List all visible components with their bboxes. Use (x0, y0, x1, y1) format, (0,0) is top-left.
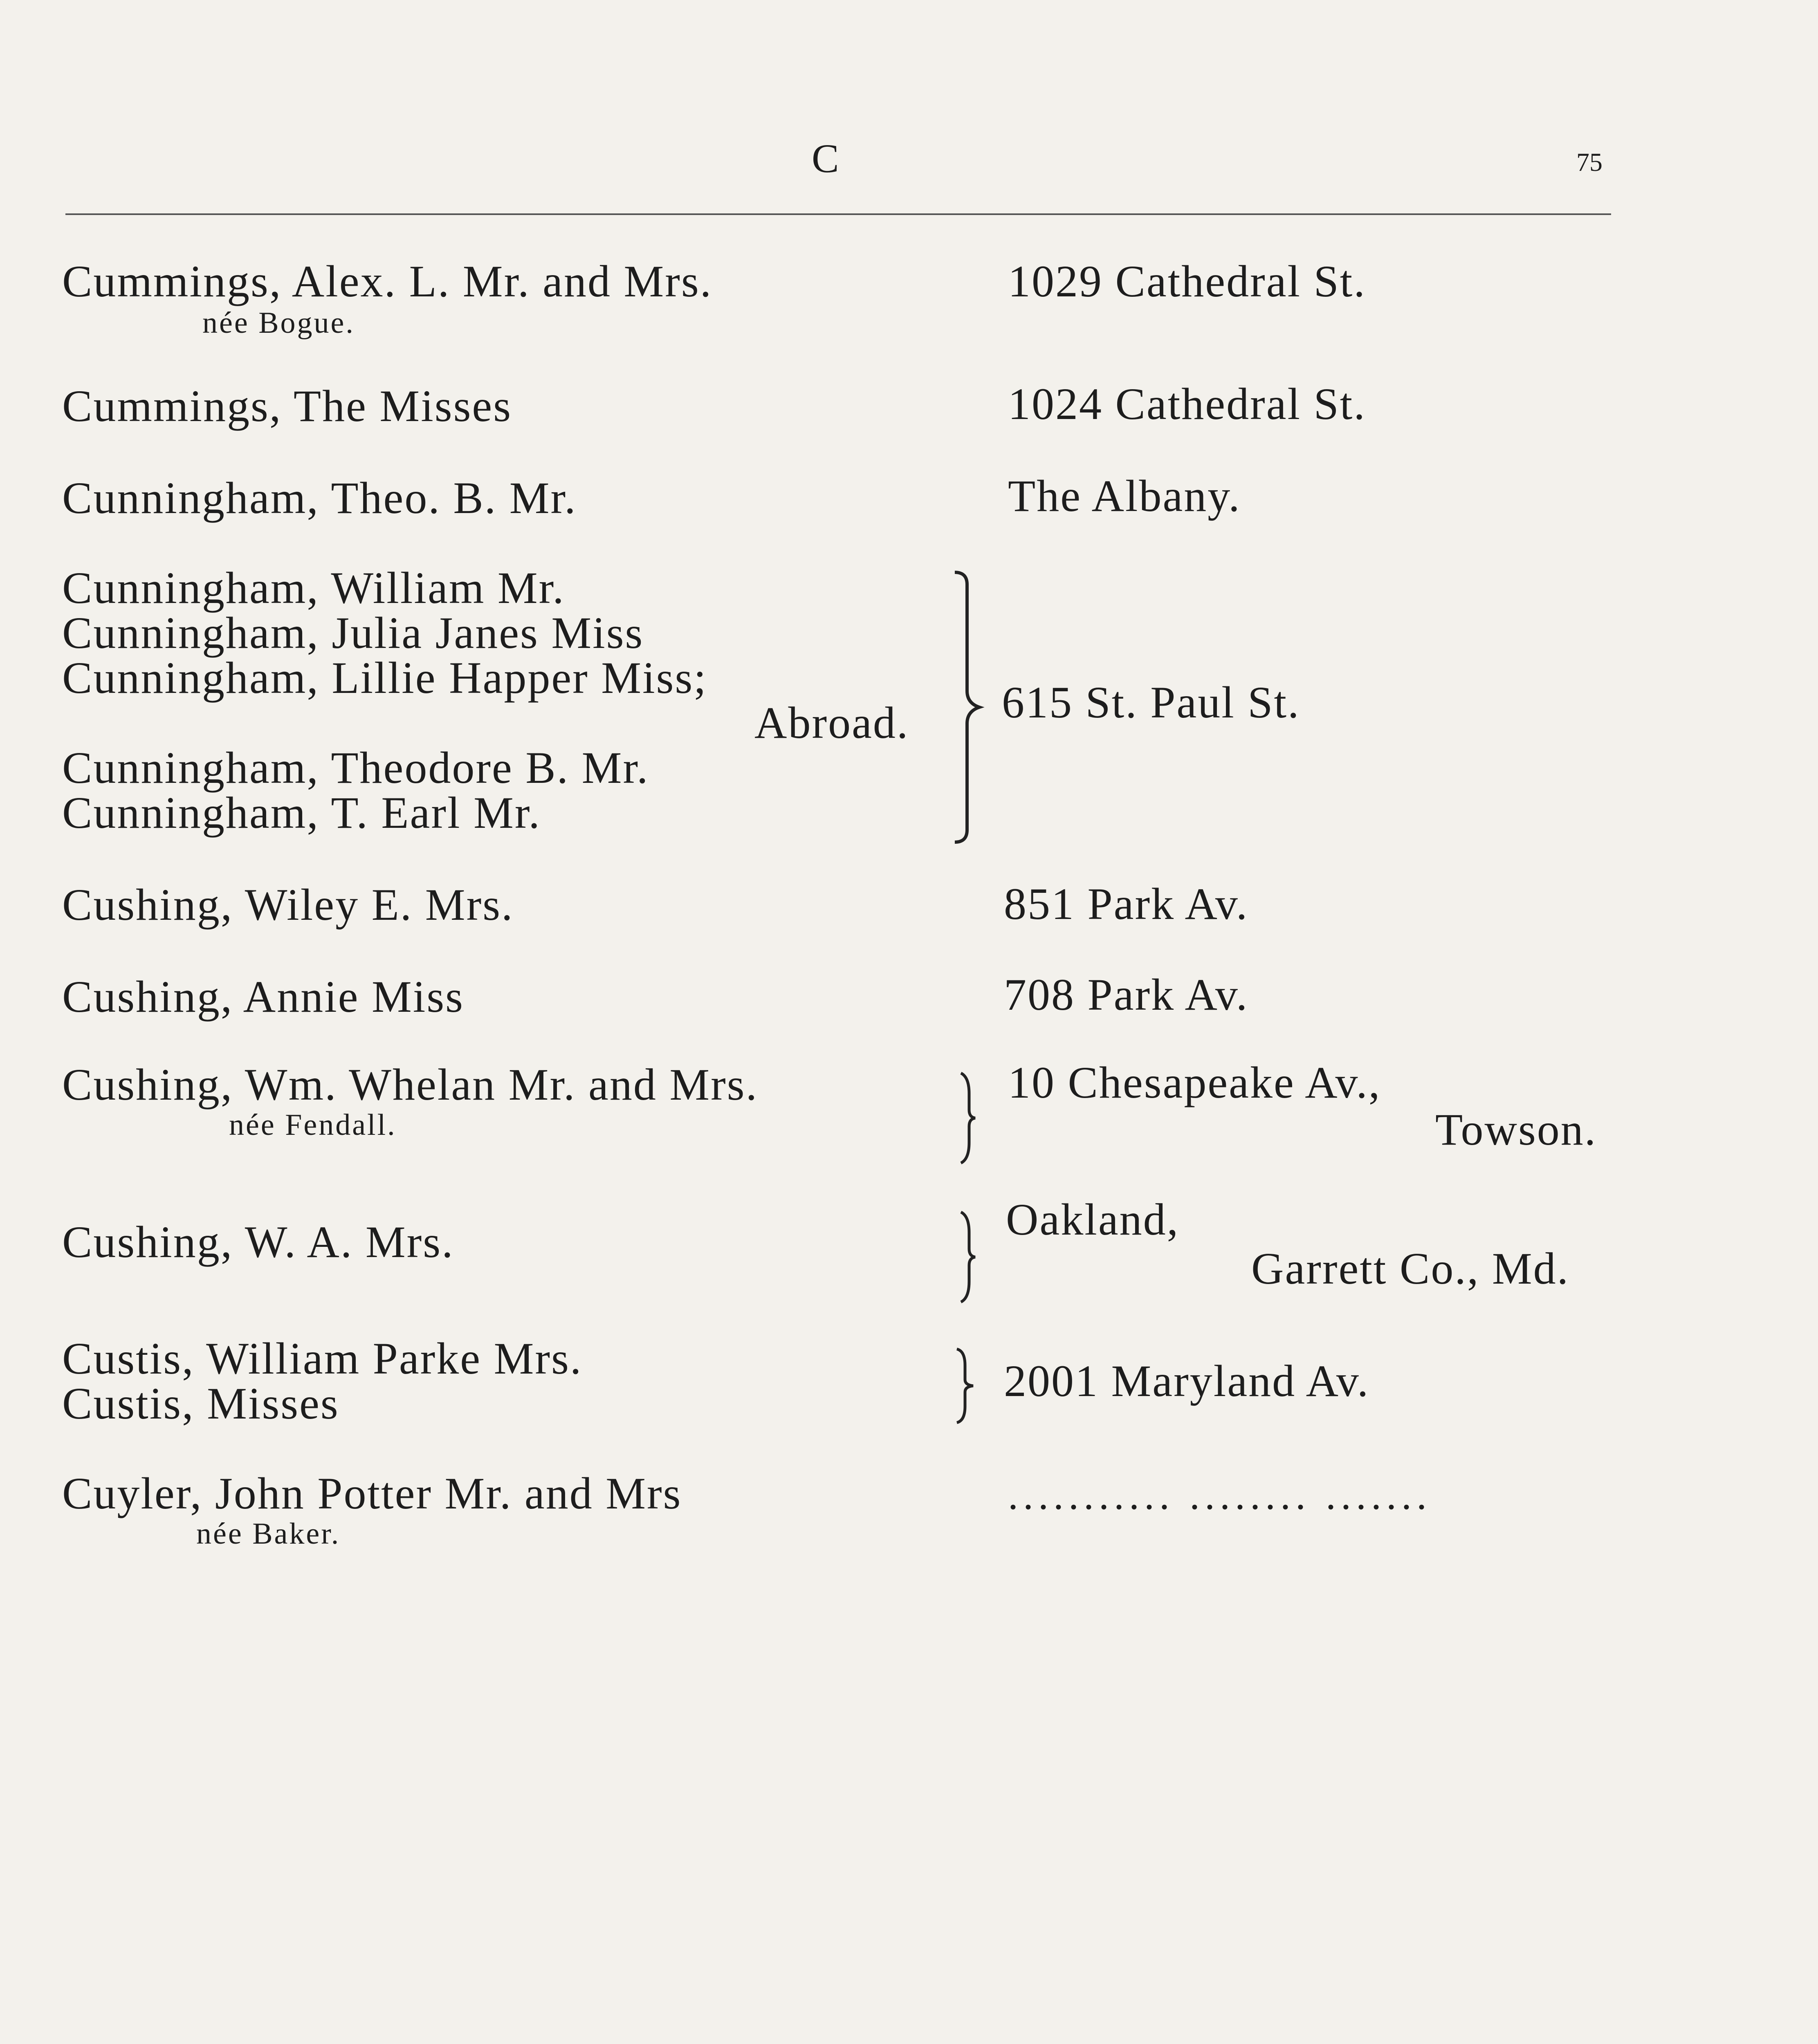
group-brace (951, 1345, 979, 1427)
entry-address-line1: Oakland, (1006, 1195, 1180, 1244)
entry-name: Cushing, Wm. Whelan Mr. and Mrs. (62, 1060, 759, 1109)
group-name: Cunningham, Lillie Happer Miss; (62, 653, 707, 703)
group-name-note: Abroad. (754, 698, 909, 748)
entry-address-line1: 10 Chesapeake Av., (1008, 1058, 1381, 1107)
entry-name: Cuyler, John Potter Mr. and Mrs (62, 1468, 682, 1518)
entry-address: 708 Park Av. (1004, 970, 1249, 1020)
entry-name: Cushing, Annie Miss (62, 972, 464, 1022)
entry-name: Cummings, The Misses (62, 381, 512, 431)
entry-address: 851 Park Av. (1004, 879, 1249, 929)
entry-brace (957, 1069, 981, 1167)
group-name: Cunningham, T. Earl Mr. (62, 788, 541, 838)
entry-name: Cummings, Alex. L. Mr. and Mrs. (62, 256, 713, 306)
group-name: Custis, William Parke Mrs. (62, 1334, 583, 1383)
entry-address-line2: Towson. (1435, 1105, 1597, 1154)
group-name: Cunningham, Theodore B. Mr. (62, 743, 649, 793)
entry-name: Cushing, Wiley E. Mrs. (62, 880, 514, 930)
page-number: 75 (1576, 148, 1603, 177)
entry-address-placeholder: ........... ........ ....... (1008, 1472, 1432, 1518)
group-name: Cunningham, Julia Janes Miss (62, 608, 644, 658)
entry-address-line2: Garrett Co., Md. (1251, 1244, 1570, 1293)
entry-nee: née Baker. (196, 1517, 341, 1551)
section-letter: C (812, 136, 839, 181)
entry-nee: née Fendall. (229, 1108, 397, 1142)
group-address: 615 St. Paul St. (1002, 677, 1300, 727)
group-brace (947, 568, 1004, 846)
entry-nee: née Bogue. (202, 306, 355, 340)
group-address: 2001 Maryland Av. (1004, 1356, 1370, 1406)
entry-name: Cushing, W. A. Mrs. (62, 1217, 454, 1267)
group-name: Custis, Misses (62, 1378, 339, 1428)
entry-name: Cunningham, Theo. B. Mr. (62, 473, 577, 523)
entry-address: The Albany. (1008, 471, 1241, 521)
group-name: Cunningham, William Mr. (62, 563, 565, 613)
header-rule (65, 213, 1611, 215)
entry-address: 1024 Cathedral St. (1008, 379, 1366, 429)
entry-address: 1029 Cathedral St. (1008, 256, 1366, 306)
entry-brace (957, 1208, 981, 1306)
